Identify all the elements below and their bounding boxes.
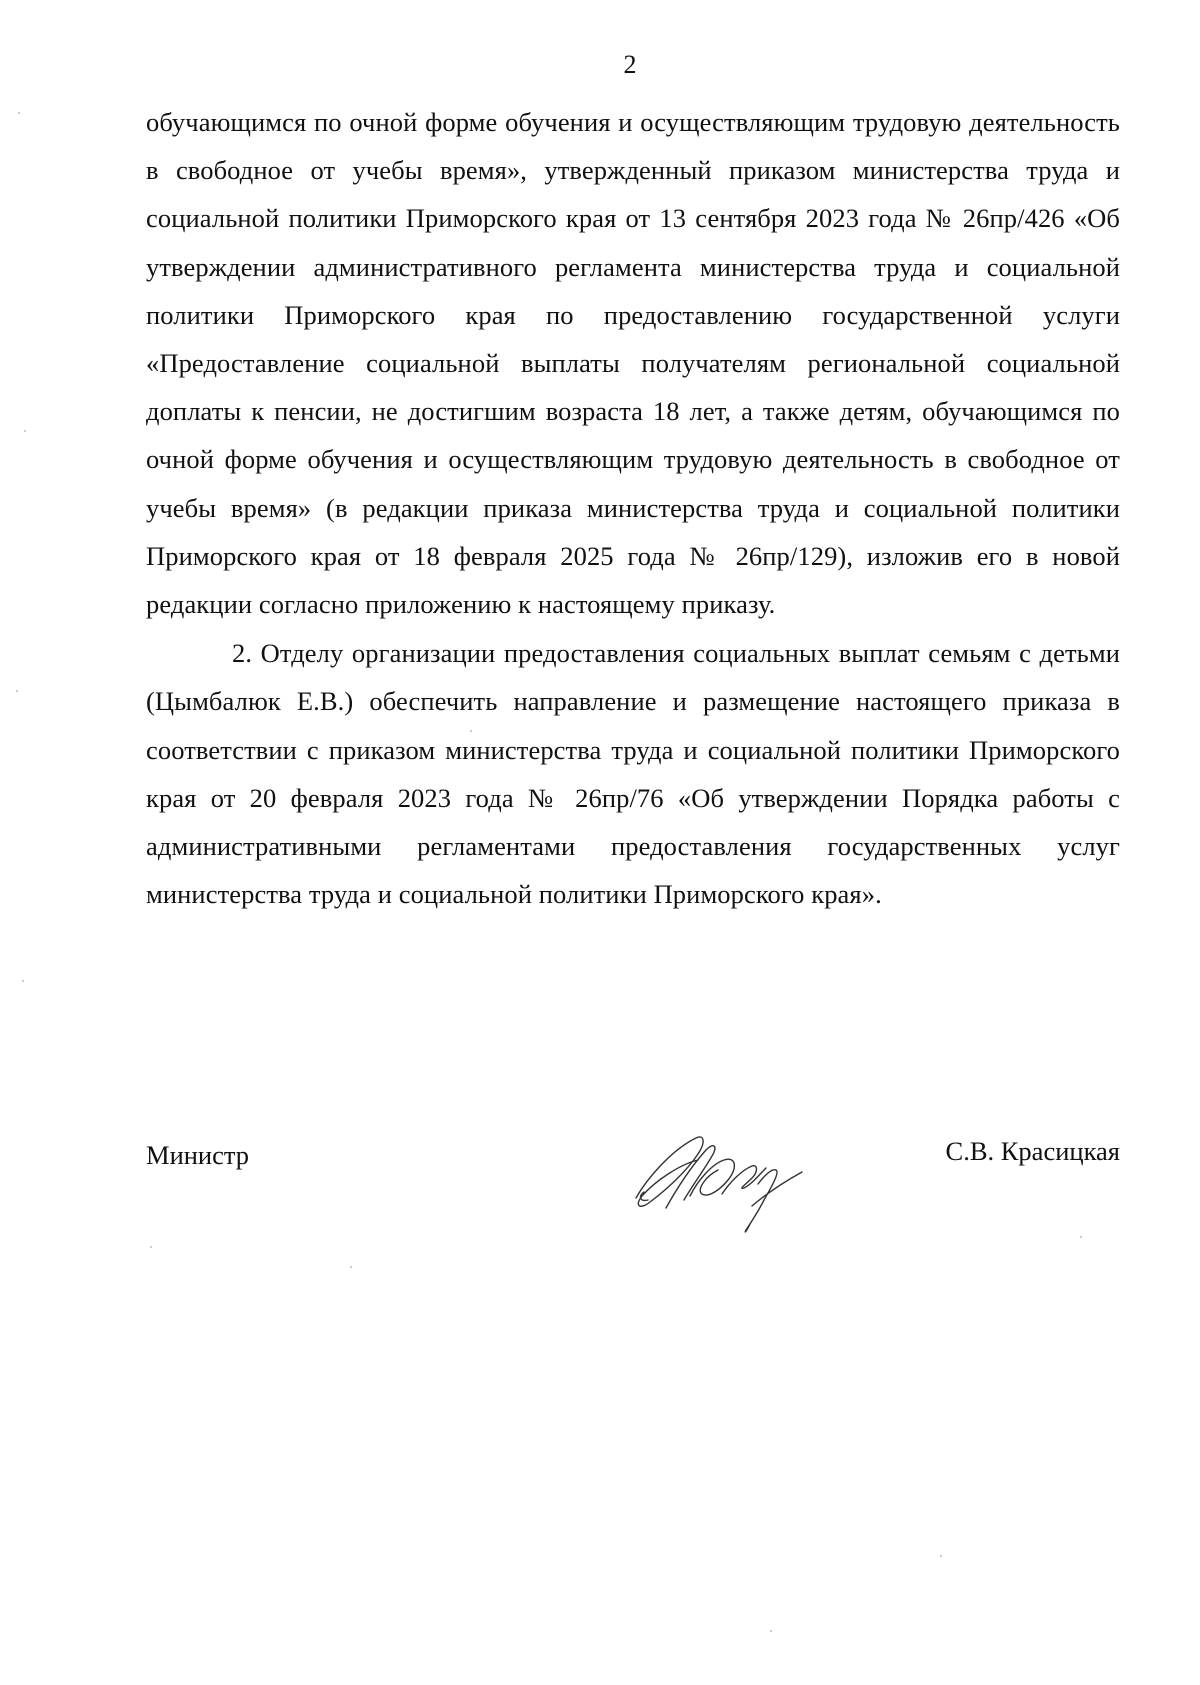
scan-speck xyxy=(18,112,20,114)
scan-speck xyxy=(22,980,24,982)
paragraph-1-continuation: обучающимся по очной форме обучения и осуществляющим трудовую деятельность в свободное от учебы время», утвержденный приказом министерства труда и социальной политики Приморского края от 13 сентября 2023 года № 26пр/426 «Об утверждении административного регламента министерства труда и социальной политики Приморского края по предоставлению государственной услуги «Предоставление социальной выплаты получателям региональной социальной доплаты к пенсии, не достигшим возраста 18 лет, а также детям, обучающимся по очной форме обучения и осуществляющим трудовую деятельность в свободное от учебы время» (в редакции приказа министерства труда и социальной политики Приморского края от 18 февраля 2025 года № 26пр/129), изложив его в новой редакции согласно приложению к настоящему приказу. xyxy=(146,107,1120,620)
scan-speck xyxy=(940,1555,942,1557)
scan-speck xyxy=(470,730,472,732)
paragraph-2: 2. Отделу организации предоставления социальных выплат семьям с детьми (Цымбалюк Е.В.) обеспечить направление и размещение настоящего приказа в соответствии с приказом министерства труда и социальной политики Приморского края от 20 февраля 2023 года № 26пр/76 «Об утверждении Порядка работы с административными регламентами предоставления государственных услуг министерства труда и социальной политики Приморского края». xyxy=(146,638,1120,910)
signature-block xyxy=(146,1130,1120,1230)
scan-speck xyxy=(770,1630,772,1632)
scan-speck xyxy=(350,1266,352,1268)
document-body xyxy=(146,98,1120,918)
page-number: 2 xyxy=(623,50,637,79)
scan-speck xyxy=(24,430,26,432)
handwritten-signature-icon xyxy=(626,1120,816,1240)
signer-position: Министр xyxy=(146,1140,250,1170)
scan-speck xyxy=(16,690,18,692)
signer-name: С.В. Красицкая xyxy=(945,1136,1120,1166)
scan-speck xyxy=(1080,1236,1082,1238)
scan-speck xyxy=(150,1246,152,1248)
